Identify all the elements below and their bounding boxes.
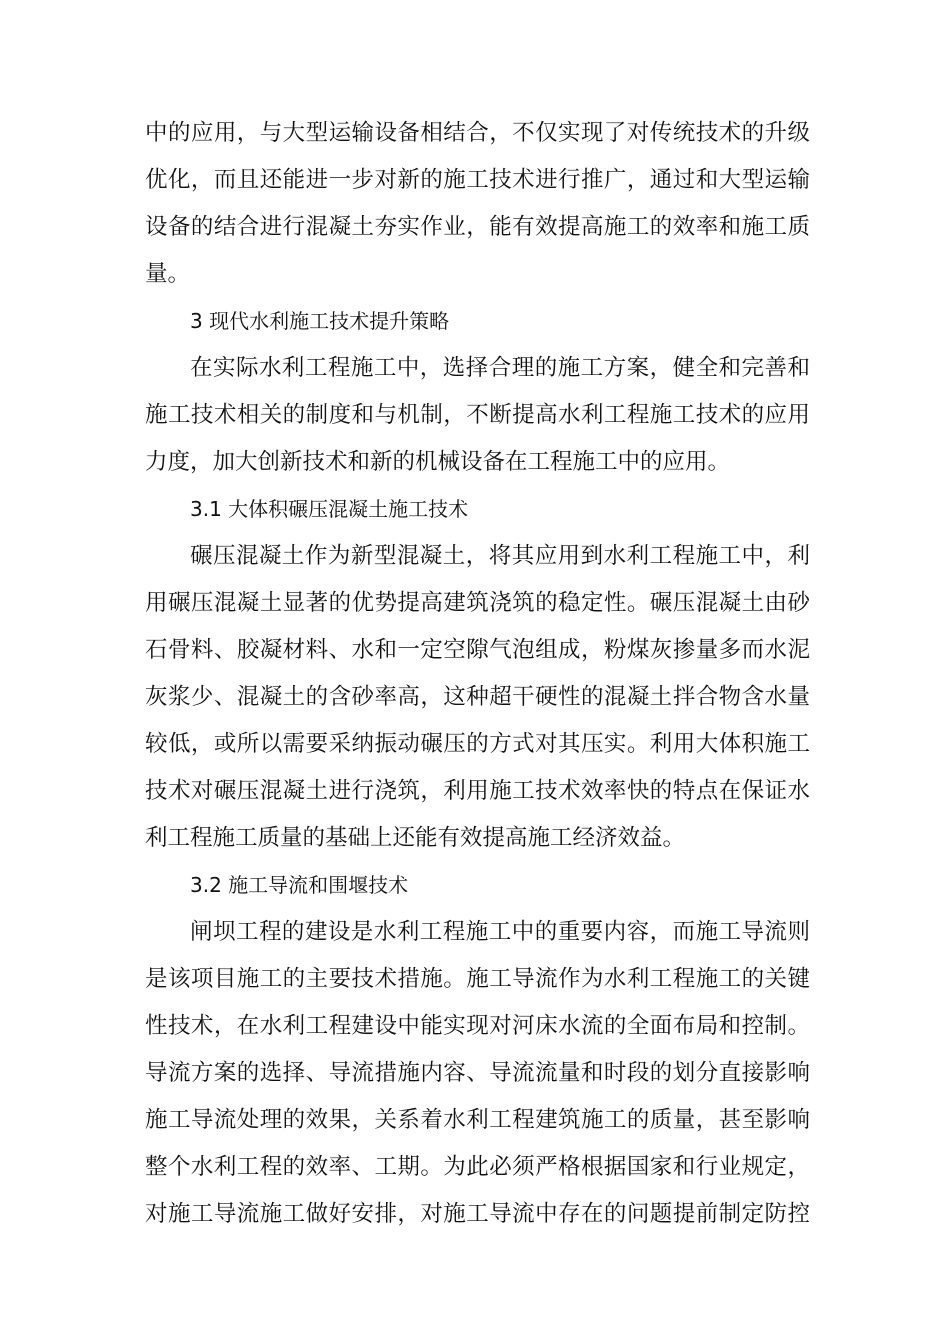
paragraph-continued (145, 110, 810, 298)
section-heading-3-2: 3.2 施工导流和围堰技术 (190, 873, 409, 897)
section-heading-3-1: 3.1 大体积碾压混凝土施工技术 (190, 497, 469, 521)
text-line: 用碾压混凝土显著的优势提高建筑浇筑的稳定性。碾压混凝土由砂 (145, 590, 810, 616)
text-line: 设备的结合进行混凝土夯实作业，能有效提高施工的效率和施工质 (145, 214, 810, 240)
paragraph-section-3 (145, 345, 810, 486)
text-line: 中的应用，与大型运输设备相结合，不仅实现了对传统技术的升级 (145, 120, 810, 146)
paragraph-section-3-2 (145, 909, 810, 1238)
text-line: 闸坝工程的建设是水利工程施工中的重要内容，而施工导流则 (190, 919, 810, 945)
text-line: 施工技术相关的制度和与机制，不断提高水利工程施工技术的应用 (145, 402, 810, 428)
text-line: 量。 (145, 261, 191, 287)
text-line: 优化，而且还能进一步对新的施工技术进行推广，通过和大型运输 (145, 167, 810, 193)
text-line: 力度，加大创新技术和新的机械设备在工程施工中的应用。 (145, 449, 731, 475)
text-line: 灰浆少、混凝土的含砂率高，这种超干硬性的混凝土拌合物含水量 (145, 684, 810, 710)
text-line: 性技术，在水利工程建设中能实现对河床水流的全面布局和控制。 (145, 1013, 810, 1039)
text-line: 导流方案的选择、导流措施内容、导流流量和时段的划分直接影响 (145, 1060, 810, 1086)
text-line: 在实际水利工程施工中，选择合理的施工方案，健全和完善和 (190, 355, 810, 381)
text-line: 整个水利工程的效率、工期。为此必须严格根据国家和行业规定， (145, 1154, 810, 1180)
document-body (145, 110, 810, 1238)
text-line: 对施工导流施工做好安排，对施工导流中存在的问题提前制定防控 (145, 1201, 810, 1227)
text-line: 施工导流处理的效果，关系着水利工程建筑施工的质量，甚至影响 (145, 1107, 810, 1133)
text-line: 较低，或所以需要采纳振动碾压的方式对其压实。利用大体积施工 (145, 731, 810, 757)
paragraph-section-3-1 (145, 533, 810, 862)
text-line: 石骨料、胶凝材料、水和一定空隙气泡组成，粉煤灰掺量多而水泥 (145, 637, 810, 663)
text-line: 是该项目施工的主要技术措施。施工导流作为水利工程施工的关键 (145, 966, 810, 992)
text-line: 技术对碾压混凝土进行浇筑，利用施工技术效率快的特点在保证水 (145, 778, 810, 804)
section-heading-3: 3 现代水利施工技术提升策略 (190, 309, 450, 333)
text-line: 碾压混凝土作为新型混凝土，将其应用到水利工程施工中，利 (190, 543, 810, 569)
text-line: 利工程施工质量的基础上还能有效提高施工经济效益。 (145, 825, 686, 851)
